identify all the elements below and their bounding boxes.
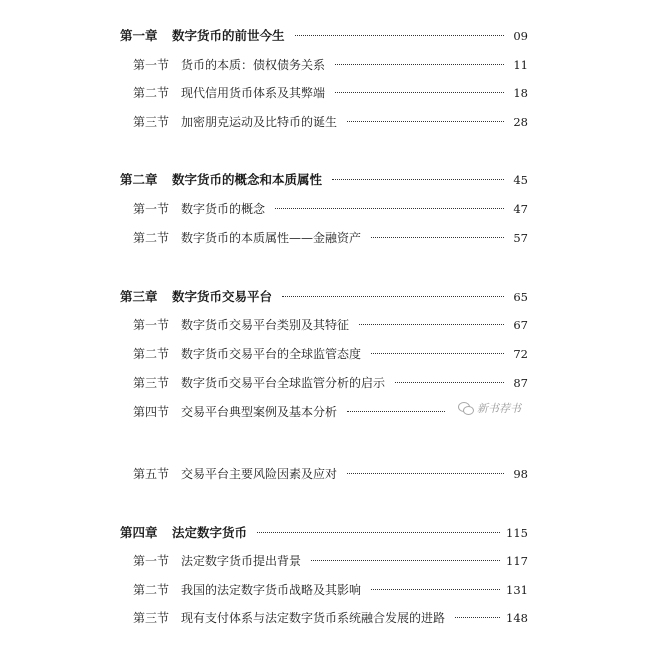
- section-title: 现代信用货币体系及其弊端: [181, 86, 326, 100]
- section-title: 数字货币交易平台全球监管分析的启示: [181, 376, 386, 390]
- chapter-number: 第一章: [120, 28, 158, 43]
- dot-leader: [395, 382, 504, 383]
- page-number: 72: [513, 347, 528, 361]
- dot-leader: [371, 237, 504, 238]
- dot-leader: [371, 353, 504, 354]
- section-title: 数字货币交易平台的全球监管态度: [181, 347, 362, 361]
- dot-leader: [455, 617, 500, 618]
- toc-section[interactable]: [133, 609, 528, 626]
- dot-leader: [332, 179, 504, 180]
- section-number: 第二节: [133, 86, 170, 100]
- section-title: 数字货币的本质属性——金融资产: [181, 231, 362, 245]
- section-number: 第三节: [133, 376, 170, 390]
- section-number: 第二节: [133, 231, 170, 245]
- section-number: 第四节: [133, 405, 170, 419]
- chapter-title: 法定数字货币: [172, 525, 248, 540]
- toc-section[interactable]: [133, 200, 528, 217]
- dot-leader: [257, 532, 500, 533]
- dot-leader: [359, 324, 504, 325]
- page-number: 98: [513, 467, 528, 481]
- toc-section[interactable]: [133, 229, 528, 246]
- watermark-text: 新书荐书: [477, 402, 521, 415]
- section-number: 第一节: [133, 554, 170, 568]
- toc-section[interactable]: [133, 374, 528, 391]
- page-number: 11: [513, 58, 528, 72]
- page-number: 67: [513, 318, 528, 332]
- page-number: 87: [513, 376, 528, 390]
- toc-section[interactable]: [133, 552, 528, 569]
- page-number: 18: [513, 86, 528, 100]
- section-number: 第三节: [133, 611, 170, 625]
- section-number: 第一节: [133, 202, 170, 216]
- page-number: 45: [513, 173, 528, 187]
- chapter-number: 第三章: [120, 289, 158, 304]
- page-number: 115: [506, 526, 528, 540]
- toc-section[interactable]: [133, 465, 528, 482]
- section-title: 现有支付体系与法定数字货币系统融合发展的进路: [181, 611, 446, 625]
- section-number: 第二节: [133, 583, 170, 597]
- section-title: 货币的本质：债权债务关系: [181, 58, 326, 72]
- page-number: 148: [506, 611, 528, 625]
- dot-leader: [275, 208, 504, 209]
- toc-section[interactable]: [133, 113, 528, 130]
- section-number: 第一节: [133, 318, 170, 332]
- page-number: 57: [513, 231, 528, 245]
- chapter-number: 第二章: [120, 172, 158, 187]
- toc-section[interactable]: [133, 84, 528, 101]
- section-title: 我国的法定数字货币战略及其影响: [181, 583, 362, 597]
- section-number: 第三节: [133, 115, 170, 129]
- chapter-title: 数字货币的前世今生: [172, 28, 285, 43]
- page-number: 117: [506, 554, 528, 568]
- section-title: 交易平台典型案例及基本分析: [181, 405, 338, 419]
- chapter-number: 第四章: [120, 525, 158, 540]
- toc-chapter[interactable]: [120, 170, 528, 188]
- toc-section[interactable]: [133, 581, 528, 598]
- page-number: 131: [506, 583, 528, 597]
- dot-leader: [371, 589, 500, 590]
- section-number: 第五节: [133, 467, 170, 481]
- toc-chapter[interactable]: [120, 523, 528, 541]
- section-number: 第一节: [133, 58, 170, 72]
- toc-chapter[interactable]: [120, 287, 528, 305]
- dot-leader: [347, 121, 504, 122]
- section-title: 交易平台主要风险因素及应对: [181, 467, 338, 481]
- dot-leader: [282, 296, 504, 297]
- section-title: 数字货币交易平台类别及其特征: [181, 318, 350, 332]
- toc-section[interactable]: [133, 345, 528, 362]
- dot-leader: [347, 473, 504, 474]
- dot-leader: [335, 92, 504, 93]
- dot-leader: [311, 560, 500, 561]
- toc-section[interactable]: [133, 56, 528, 73]
- page-number: 65: [513, 290, 528, 304]
- chapter-title: 数字货币交易平台: [172, 289, 273, 304]
- toc-section[interactable]: [133, 316, 528, 333]
- section-title: 法定数字货币提出背景: [181, 554, 302, 568]
- toc-chapter[interactable]: [120, 26, 528, 44]
- dot-leader: [295, 35, 504, 36]
- section-title: 数字货币的概念: [181, 202, 266, 216]
- watermark: [458, 400, 521, 416]
- wechat-icon: [458, 402, 474, 415]
- page-number: 28: [513, 115, 528, 129]
- dot-leader: [347, 411, 445, 412]
- dot-leader: [335, 64, 504, 65]
- toc-section[interactable]: [133, 403, 451, 420]
- page-number: 47: [513, 202, 528, 216]
- chapter-title: 数字货币的概念和本质属性: [172, 172, 323, 187]
- section-number: 第二节: [133, 347, 170, 361]
- page-number: 09: [513, 29, 528, 43]
- section-title: 加密朋克运动及比特币的诞生: [181, 115, 338, 129]
